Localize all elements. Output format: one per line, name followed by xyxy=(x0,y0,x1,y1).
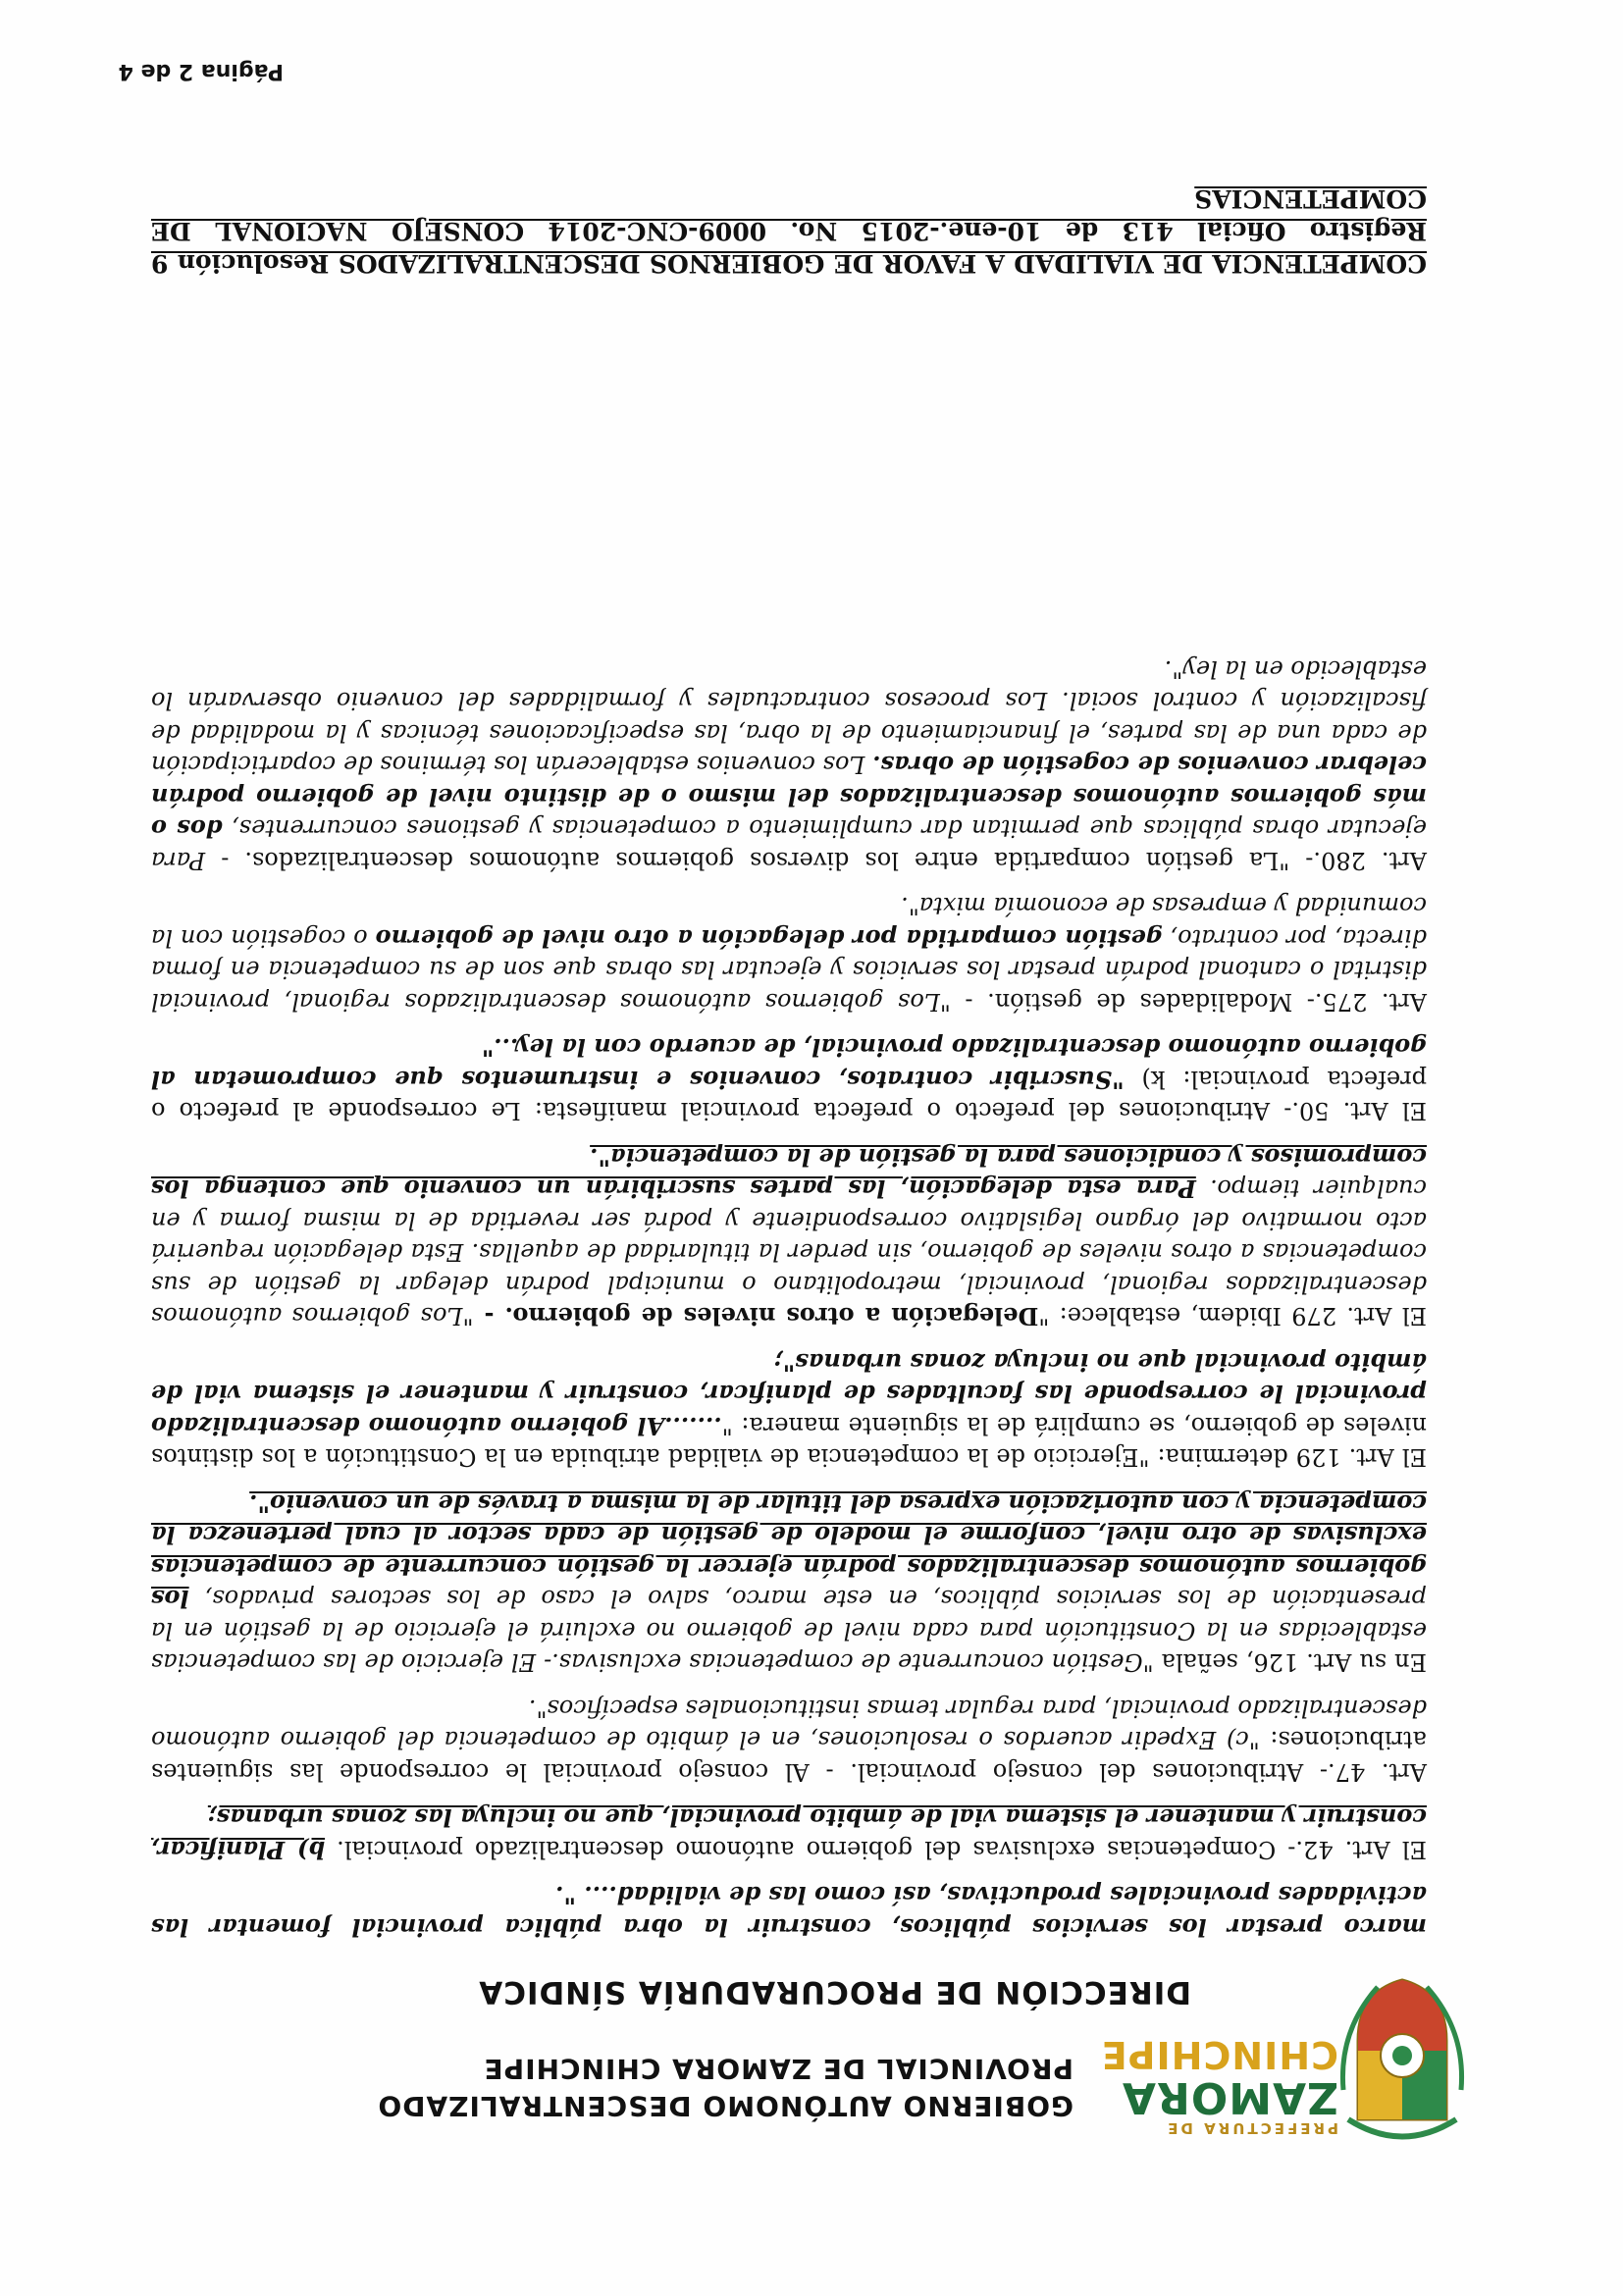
paragraph: Art. 280.- "La gestión compartida entre los diversos gobiernos autónomos descentralizados. - Para ejecutar obras públicas que permitan dar cumplimiento a competencias y gestiones concurrentes, dos o más gobiernos autónomos descentralizados del mismo o de distinto nivel de gobierno podrán celebrar convenios de cogestión de obras. Los convenios establecerán los términos de coparticipación de cada una de las partes, el financiamiento de la obra, las especificaciones técnicas y la modalidad de fiscalización y control social. Los procesos contractuales y formalidades del convenio observarán lo establecido en la ley". xyxy=(151,655,1427,874)
source-reference xyxy=(151,183,1427,280)
provincial-crest-icon xyxy=(1338,1977,1466,2149)
source-reference-text: COMPETENCIA DE VIALIDAD A FAVOR DE GOBIERNOS DESCENTRALIZADOS Resolución 9 Registro Oficial 413 de 10-ene.-2015 No. 0009-CNC-2014 CONSEJO NACIONAL DE COMPETENCIAS xyxy=(151,184,1427,278)
paragraph: Art. 47.- Atribuciones del consejo provincial. - Al consejo provincial le corresponde las siguientes atribuciones: "c) Expedir acuerdos o resoluciones, en el ámbito de competencia del gobierno autónomo descentralizado provincial, para regular temas institucionales específicos". xyxy=(151,1695,1427,1786)
page-number: Página 2 de 4 xyxy=(118,59,284,83)
brand-line-2: CHINCHIPE xyxy=(1100,2033,1338,2076)
brand-logo xyxy=(1100,2033,1338,2137)
paragraph: En su Art. 126, señala "Gestión concurrente de competencias exclusivas.- El ejercicio de las competencias establecidas en la Constitución para cada nivel de gobierno no excluirá el ejercicio de la gestión en la presentación de los servicios públicos, en este marco, salvo el caso de los sectores privados, los gobiernos autónomos descentralizados podrán ejercer la gestión concurrente de competencias exclusivas de otro nivel, conforme el modelo de gestión de cada sector al cual pertenezca la competencia y con autorización expresa del titular de la misma a través de un convenio". xyxy=(151,1489,1427,1677)
paragraph: El Art. 279 Ibidem, establece: "Delegación a otros niveles de gobierno. - "Los gobiernos autónomos descentralizados regional, provincial, metropolitano o municipal podrán delegar la gestión de sus competencias a otros niveles de gobierno, sin perder la titularidad de aquellas. Esta delegación requerirá acto normativo del órgano legislativo correspondiente y podrá ser revertida de la misma forma y en cualquier tiempo. Para esta delegación, las partes suscribirán un convenio que contenga los compromisos y condiciones para la gestión de la competencia". xyxy=(150,1143,1427,1331)
institution-line-1: GOBIERNO AUTÓNOMO DESCENTRALIZADO xyxy=(377,2090,1073,2122)
letterhead xyxy=(122,1967,1535,2149)
institution-line-2: PROVINCIAL DE ZAMORA CHINCHIPE xyxy=(483,2053,1073,2085)
paragraph: Art. 275.- Modalidades de gestión. - "Los gobiernos autónomos descentralizados regional, provincial distrital o cantonal podrán prestar los servicios y ejecutar las obras que son de su competencia en forma directa, por contrato, gestión compartida por delegación a otro nivel de gobierno o cogestión con la comunidad y empresas de economía mixta". xyxy=(150,892,1427,1016)
paragraph: marco prestar los servicios públicos, construir la obra pública provincial fomentar las actividades provinciales productivas, así como las de vialidad.... ". xyxy=(151,1881,1427,1942)
department-title: DIRECCIÓN DE PROCURADURÍA SÍNDICA xyxy=(478,1974,1191,2009)
document-body xyxy=(151,640,1427,1944)
paragraph: El Art. 50.- Atribuciones del prefecto o prefecta provincial manifiesta: Le corresponde al prefecto o prefecta provincial: k) "Suscribir contratos, convenios e instrumentos que comprometan al gobierno autónomo descentralizado provincial, de acuerdo con la ley..." xyxy=(150,1033,1427,1125)
brand-line-1: ZAMORA xyxy=(1121,2072,1338,2122)
brand-small-text: PREFECTURA DE xyxy=(1165,2119,1338,2137)
paragraph: El Art. 129 determina: "Ejercicio de la competencia de vialidad atribuida en la Constitución a los distintos niveles de gobierno, se cumplirá de la siguiente manera: ".......Al gobierno autónomo descentralizado provincial le corresponde las facultades de planificar, construir y mantener el sistema vial de ámbito provincial que no incluya zonas urbanas"; xyxy=(150,1348,1427,1472)
institution-name xyxy=(288,2050,1073,2124)
paragraph: El Art. 42.- Competencias exclusivas del gobierno autónomo descentralizado provincial. b) Planificar, construir y mantener el sistema vial de ámbito provincial, que no incluya las zonas urbanas; xyxy=(151,1803,1427,1864)
